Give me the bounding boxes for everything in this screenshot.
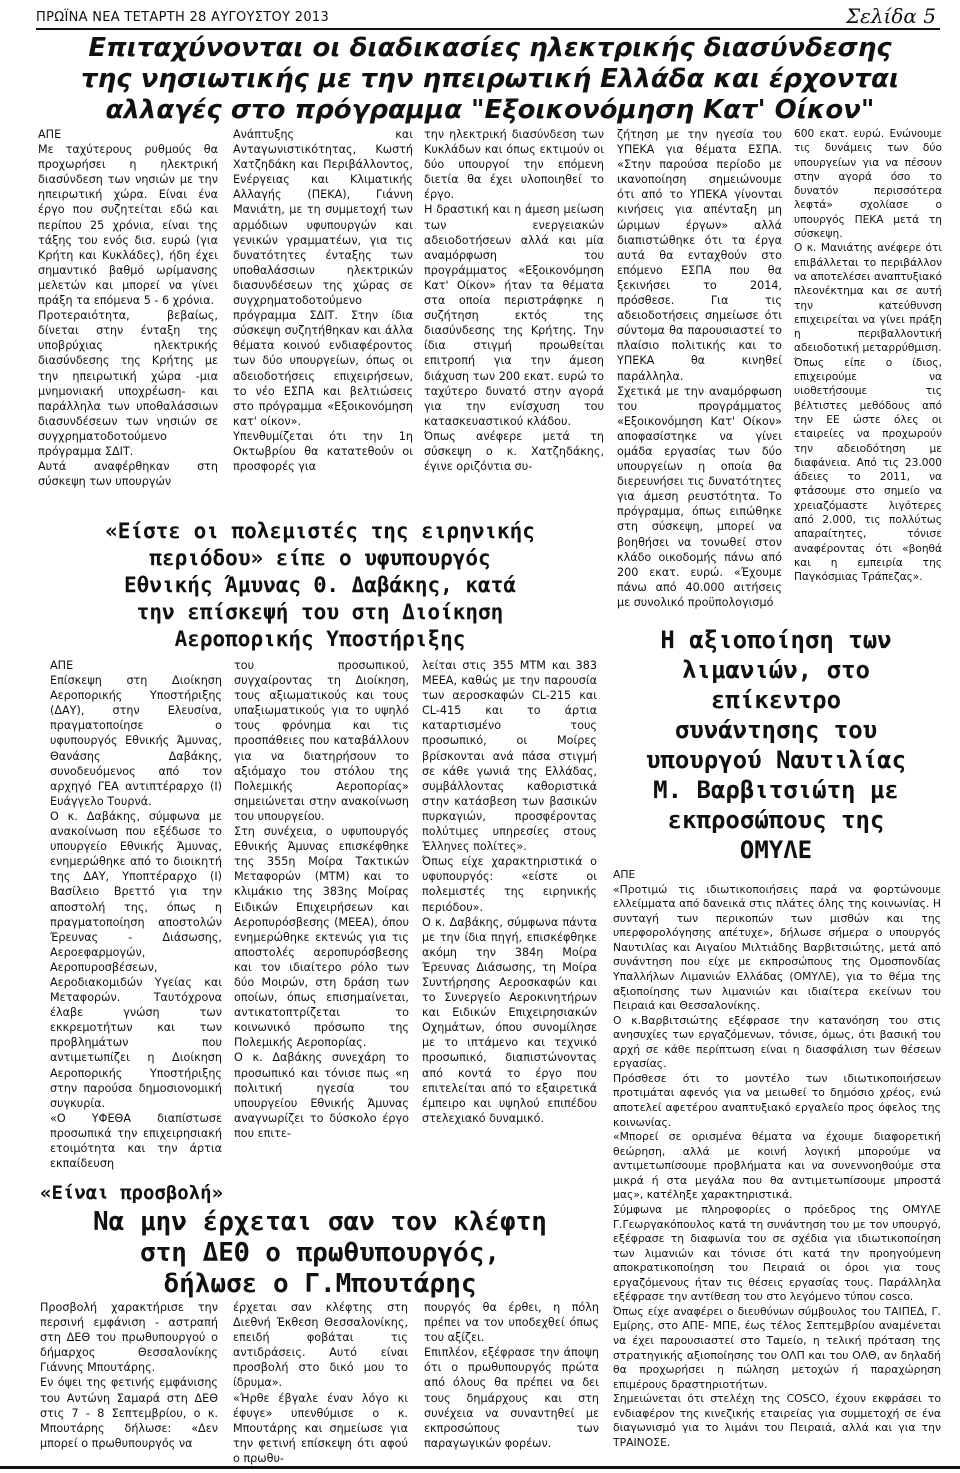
article1-col5-text: 600 εκατ. ευρώ. Ενώνουμε τις δυνάμεις των δύο υπουργείων για να πέσουν στην αγορά όσο το δυνατόν περισσότερα λεφτά» σχολίασε ο υπουργός ΠΕΚΑ μετά τη σύσκεψη. Ο κ. Μανιάτης ανέφερε ότι επιβάλλεται το περιβάλλον να αποτελέσει αναπτυξιακό πλεονέκτημα και σε αυτή την κατεύθυνση επιχειρείται να γίνει πράξη η περιβαλλοντική αδειοδοτική μεταρρύθμιση. Όπως είπε ο ίδιος, επιχειρούμε να υιοθετήσουμε τις βέλτιστες μεθόδους από την ΕΕ ώστε όλες οι εταιρείες να προχωρούν την αδειοδότηση με διαφάνεια. Από τις 23.000 άδειες το 2011, να φτάσουμε στο σημείο να χρειαζόμαστε λιγότερες από 2.000, τις πολλύτως απαραίτητες, τόνισε αναφέροντας ότι «βοηθά και η εμπειρία της Παγκόσμιας Τράπεζας». [794,128,942,584]
article2-headline [40,518,600,653]
article3-headline-line: Να μην έρχεται σαν τον κλέφτη [93,1207,547,1237]
article1-col2 [233,127,413,513]
article2-col1-text: ΑΠΕ Επίσκεψη στη Διοίκηση Αεροπορικής Υποστήριξης (ΔΑΥ), στην Ελευσίνα, πραγματοποίησε ο υφυπουργός Εθνικής Άμυνας, Θανάσης Δαβάκης, συνοδευόμενος από τον αρχηγό ΓΕΑ αντιπτέραρχο (Ι) Ευάγγελο Τουρνά. Ο κ. Δαβάκης, σύμφωνα με ανακοίνωση που εξέδωσε το υπουργείο Εθνικής Άμυνας, ενημερώθηκε από το διοικητή της ΔΑΥ, Υποπτέραρχο (Ι) Βασίλειο Βρεττό για την αποστολή της, όπως η πραγματοποίηση αποστολών Έρευνας - Διάσωσης, Αεροεφαρμογών, Αεροπυροσβέσεων, Αεροδιακομιδών Υγείας και Μεταφορών. Ταυτόχρονα έλαβε γνώση των εκκρεμοτήτων και των προβλημάτων που αντιμετωπίζει η Διοίκηση Αεροπορικής Υποστήριξης στην παρούσα δημοσιονομική συγκυρία. «Ο ΥΦΕΘΑ διαπίστωσε προσωπικά την επιχειρησιακή ετοιμότητα και την άρτια εκπαίδευση [50,659,222,1170]
article4-headline-line: επίκεντρο [710,686,842,714]
article4-headline-line: λιμανιών, στο [682,656,870,684]
article4-body-text: ΑΠΕ «Προτιμώ τις ιδιωτικοποιήσεις παρά να φορτώνουμε ελλείμματα από δανεικά στις πλάτες όλης της κοινωνίας. Η συνταγή των περικοπών των μισθών και της υπερφορολόγησης απέτυχε», δήλωσε σήμερα ο υπουργός Ναυτιλίας και Αιγαίου Μιλτιάδης Βαρβιτσιώτης, μετά από συνάντηση που είχε με εκπροσώπους της Ομοσπονδίας Υπαλλήλων Λιμανιών Ελλάδας (ΟΜΥΛΕ), για το θέμα της αξιοποίησης των λιμανιών και ιδιαίτερα εκείνων του Πειραιά και Θεσσαλονίκης. Ο κ.Βαρβιτσιώτης εξέφρασε την κατανόηση του στις ανησυχίες των εργαζόμενων, τόνισε, όμως, ότι βασική του αρχή σε κάθε περίπτωση είναι η διασφάλιση των θέσεων εργασίας. Πρόσθεσε ότι το μοντέλο των ιδιωτικοποιήσεων προτιμάται αφενός για να μειωθεί το δημόσιο χρέος, ενώ αποτελεί αφετέρου αναπτυξιακό εργαλείο προς όφελος της κοινωνίας. «Μπορεί σε ορισμένα θέματα να έχουμε διαφορετική θεώρηση, αλλά με κοινή λογική μπορούμε να αντιμετωπίσουμε προβλήματα και να συνεννοηθούμε στα μικρά ή στα μεγάλα που θα αντιμετωπίσουμε μπροστά μας», κατέληξε χαρακτηριστικά. Σύμφωνα με πληροφορίες ο πρόεδρος της ΟΜΥΛΕ Γ.Γεωργακόπουλος κατά τη συνάντηση του με τον υπουργό, εξέφρασε τη διαφωνία του σε σχέδια για ιδιωτικοποίηση των λιμανιών και τόνισε ότι κατά την προηγούμενη αποκρατικοποίηση του Πειραιά οι όροι για τους εργαζόμενους ήταν τις θέσεις εργασίας τους. Παράλληλα εξέφρασε την αντίθεση του στο λεγόμενο τύπου cosco. Όπως είχε αναφέρει ο διευθύνων σύμβουλος του ΤΑΙΠΕΔ, Γ. Εμίρης, στο ΑΠΕ- ΜΠΕ, έως τέλος Σεπτεμβρίου αναμένεται να έχει παρουσιαστεί στο Ταμείο, η τελική πρόταση της στρατηγικής αξιοποίησης του ΟΛΠ και του ΟΛΘ, αν δηλαδή θα προχωρήσει η πώληση μετοχών ή παραχώρηση επιμέρους δραστηριοτήτων. Σημειώνεται ότι στελέχη της COSCO, έχουν εκφράσει το ενδιαφέρον της κινεζικής εταιρείας για συμμετοχή σε ένα διαγωνισμό για το λιμάνι του Πειραιά, αλλά και για την ΤΡΑΙΝΟΣΕ. [613,868,941,1449]
article1-col3-text: την ηλεκτρική διασύνδεση των Κυκλάδων και όπως εκτιμούν οι δύο υπουργοί την επόμενη διετία θα έχει υλοποιηθεί το έργο. Η δραστική και η άμεση μείωση των ενεργειακών αδειοδοτήσεων αλλά και μία αναμόρφωση του προγράμματος «Εξοικονόμηση Κατ' Οίκον» ήταν τα θέματα στα οποία περιστράφηκε η συζήτηση εκτός της διασύνδεσης της Κρήτης. Την ίδια στιγμή προωθείται επιτροπή για την άμεση διάχυση των 200 εκατ. ευρώ το ταχύτερο δυνατό στην αγορά για την ενίσχυση του κατασκευαστικού κλάδου. Όπως ανέφερε μετά τη σύσκεψη ο κ. Χατζηδάκης, έγινε οριζόντια συ- [424,128,604,474]
article4-headline-line: Η αξιοποίηση των [660,626,892,654]
bottom-rule [0,1466,960,1469]
newspaper-header: ΠΡΩΪΝΑ ΝΕΑ ΤΕΤΑΡΤΗ 28 ΑΥΓΟΥΣΤΟΥ 2013 [36,10,330,25]
article3-col3-text: πουργός θα έρθει, η πόλη πρέπει να τον υποδεχθεί όπως του αξίζει. Επιπλέον, εξέφρασε την άποψη ότι ο πρωθυπουργός πρώτα από όλους θα πρέπει να δει τους δημάρχους και στη συνέχεια να συναντηθεί με εκπροσώπους των παραγωγικών φορέων. [424,1301,599,1450]
article3-col2-text: έρχεται σαν κλέφτης στη Διεθνή Έκθεση Θεσσαλονίκης, επειδή φοβάται τις αντιδράσεις. Αυτό είναι προσβολή στο δικό μου το ίδρυμα». «Ήρθε έβγαλε έναν λόγο κι έφυγε» υπενθύμισε ο κ. Μπουτάρης και σημείωσε για την φετινή επίσκεψη ότι αφού ο πρωθυ- [233,1301,408,1465]
article1-col3 [424,127,604,513]
article2-headline-line: Εθνικής Άμυνας Θ. Δαβάκης, κατά [124,573,516,597]
header-rule [36,28,940,30]
article4-headline-line: εκπροσώπους της [667,806,885,834]
article1-headline-line: αλλαγές στο πρόγραμμα "Εξοικονόμηση Κατ' Οίκον" [105,95,875,125]
article4-headline [612,625,940,865]
article2-col2-text: του προσωπικού, συγχαίροντας τη Διοίκηση, τους αξιωματικούς και τους υπαξιωματικούς για το υψηλό τους φρόνημα και τις προσπάθειες που καταβάλλουν για να διατηρήσουν το αξιόμαχο του στόλου της Πολεμικής Αεροπορίας» σημειώνεται στην ανακοίνωση του υπουργείου. Στη συνέχεια, ο υφυπουργός Εθνικής Άμυνας επισκέφθηκε της 355η Μοίρα Τακτικών Μεταφορών (ΜΤΜ) και το κλιμάκιο της 383ης Μοίρας Ειδικών Επιχειρήσεων και Αεροπυρόσβεσης (ΜΕΕΑ), όπου ενημερώθηκε εκτενώς για τις αποστολές αεροπυρόσβεσης και τον ιδιαίτερο ρόλο των δύο Μοιρών, στη δράση των οποίων, όπως επισημαίνεται, αντικατοπτρίζεται το κοινωνικό πρόσωπο της Πολεμικής Αεροπορίας. Ο κ. Δαβάκης συνεχάρη το προσωπικό και τόνισε πως «η πολιτική ηγεσία του υπουργείου Εθνικής Άμυνας αναγνωρίζει το δύσκολο έργο που επιτε- [234,659,409,1140]
article2-headline-line: Αεροπορικής Υποστήριξης [174,627,466,651]
article4-headline-line: ΟΜΥΛΕ [739,836,813,864]
article3-headline [40,1207,600,1300]
article4-headline-line: συνάντησης του [674,716,878,744]
article1-col4 [617,127,782,617]
article2-headline-line: την επίσκεψή του στη Διοίκηση [136,600,504,624]
article3-col1-text: Προσβολή χαρακτήρισε την περσινή εμφάνιση - αστραπή στη ΔΕΘ του πρωθυπουργού ο δήμαρχος Θεσσαλονίκης Γιάννης Μπουτάρης. Εν όψει της φετινής εμφάνισης του Αντώνη Σαμαρά στη ΔΕΘ στις 7 - 8 Σεπτεμβρίου, ο κ. Μπουτάρης δήλωσε: «Δεν μπορεί ο πρωθυπουργός να [40,1301,218,1450]
article3-kicker: «Είναι προσβολή» [40,1182,224,1204]
article1-col1 [38,127,218,513]
article2-headline-line: «Είστε οι πολεμιστές της ειρηνικής [105,519,535,543]
page-number: Σελίδα 5 [846,4,937,28]
article4-body [613,868,941,1465]
article2-col3-text: λείται στις 355 ΜΤΜ και 383 ΜΕΕΑ, καθώς με την παρουσία των αεροσκαφών CL-215 και CL-415 και το άρτια καταρτισμένο τους προσωπικό, οι Μοίρες βρίσκονται ανά πάσα στιγμή σε κάθε γωνιά της Ελλάδας, συμβάλλοντας καθοριστικά στην κατάσβεση των βασικών πυρκαγιών, προσφέροντας πολύτιμες υπηρεσίες στους Έλληνες πολίτες». Όπως είχε χαρακτηριστικά ο υφυπουργός: «είστε οι πολεμιστές της ειρηνικής περιόδου». Ο κ. Δαβάκης, σύμφωνα πάντα με την ίδια πηγή, επισκέφθηκε ακόμη την 384η Μοίρα Έρευνας Διάσωσης, τη Μοίρα Συντήρησης Αεροσκαφών και το Συνεργείο Αεροκινητήρων και Ειδικών Επιχειρησιακών Οχημάτων, όπου συνομίλησε με το ιπτάμενο και τεχνικό προσωπικό, διαπιστώνοντας από κοντά το έργο που επιτελείται από το εξαιρετικά έμπειρο και υψηλού επιπέδου στελεχιακό δυναμικό. [422,659,597,1125]
article1-col4-text: ζήτηση με την ηγεσία του ΥΠΕΚΑ για θέματα ΕΣΠΑ. «Στην παρούσα περίοδο με ικανοποίηση σημειώνουμε ότι από το ΥΠΕΚΑ γίνονται κινήσεις για απένταξη μη ώριμων έργων» αλλά διαπιστώθηκε ότι τα έργα αυτά θα ενταχθούν στο επόμενο ΕΣΠΑ που θα ξεκινήσει το 2014, πρόσθεσε. Για τις αδειοδοτήσεις σημείωσε ότι σύντομα θα παρουσιαστεί το πλαίσιο πολιτικής και το ΥΠΕΚΑ θα κινηθεί παράλληλα. Σχετικά με την αναμόρφωση του προγράμματος «Εξοικονόμηση Κατ' Οίκον» αποφασίστηκε να γίνει ομάδα εργασίας των δύο υπουργείων η οποία θα διερευνήσει τις δυνατότητες για άμεση ρευστότητα. Το πρόγραμμα, όπως ειπώθηκε στη σύσκεψη, μπορεί να βοηθήσει να τονωθεί στον κλάδο οικοδομής πάνω από 200 εκατ. ευρώ. «Έχουμε πάνω από 40.000 αιτήσεις με συνολικό προϋπολογισμό [617,128,782,609]
article1-headline [40,33,940,126]
article3-col2 [233,1300,408,1465]
article1-headline-line: της νησιωτικής με την ηπειρωτική Ελλάδα και έρχονται [81,64,899,94]
article3-headline-line: δήλωσε ο Γ.Μπουτάρης [163,1269,477,1299]
article3-col3 [424,1300,599,1465]
article2-headline-line: περιόδου» είπε ο υφυπουργός [149,546,491,570]
article4-headline-line: υπουργού Ναυτιλίας [645,746,907,774]
article2-col3 [422,658,597,1170]
article1-headline-line: Επιταχύνονται οι διαδικασίες ηλεκτρικής διασύνδεσης [88,33,892,63]
article1-col5 [794,127,942,617]
article3-headline-line: στη ΔΕΘ ο πρωθυπουργός, [139,1238,501,1268]
article4-headline-line: Μ. Βαρβιτσιώτη με [653,776,899,804]
article3-col1 [40,1300,218,1465]
article2-col1 [50,658,222,1170]
article1-col2-text: Ανάπτυξης και Ανταγωνιστικότητας, Κωστή Χατζηδάκη και Περιβάλλοντος, Ενέργειας και Κλιματικής Αλλαγής (ΠΕΚΑ), Γιάννη Μανιάτη, με τη συμμετοχή των αρμόδιων υφυπουργών και γενικών γραμματέων, για τις δυνατότητες ένταξης των υποθαλάσσιων ηλεκτρικών διασυνδέσεων της χώρας σε συγχρηματοδοτούμενο πρόγραμμα ΣΔΙΤ. Στην ίδια σύσκεψη συζητήθηκαν και άλλα θέματα κοινού ενδιαφέροντος των δύο υπουργείων, όπως οι αδειοδοτήσεις επιχειρήσεων, το νέο ΕΣΠΑ και βελτιώσεις στο πρόγραμμα «Εξοικονόμηση κατ' οίκον». Υπενθυμίζεται ότι την 1η Οκτωβρίου θα κατατεθούν οι προσφορές για [233,128,413,474]
article2-col2 [234,658,409,1170]
article1-col1-text: ΑΠΕ Με ταχύτερους ρυθμούς θα προχωρήσει η ηλεκτρική διασύνδεση των νησιών με την ηπειρωτική χώρα. Είναι ένα έργο που συζητείται εδώ και περίπου 25 χρόνια, είναι της τάξης του ενός δισ. ευρώ (για Κρήτη και Κυκλάδες), ήδη έχει σημαντικό βαθμό ωρίμανσης μελετών και μπορεί να γίνει πράξη τα επόμενα 5 - 6 χρόνια. Προτεραιότητα, βεβαίως, δίνεται στην ένταξη της υποβρύχιας ηλεκτρικής διασύνδεσης της Κρήτης με την ηπειρωτική χώρα -μια μνημονιακή υποχρέωση- και παράλληλα των υποθαλάσσιων διασυνδέσεων των νησιών σε συγχρηματοδοτούμενο πρόγραμμα ΣΔΙΤ. Αυτά αναφέρθηκαν στη σύσκεψη των υπουργών [38,128,218,489]
